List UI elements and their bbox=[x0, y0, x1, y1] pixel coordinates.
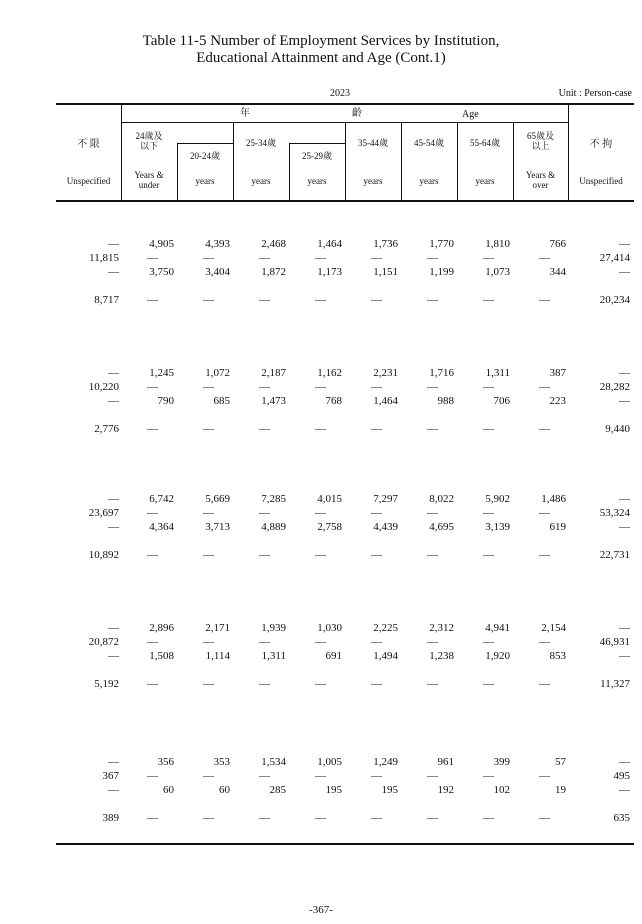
unit-label: Unit : Person-case bbox=[558, 88, 632, 99]
age-cell-dash: — bbox=[203, 294, 214, 306]
age-cell-dash: — bbox=[371, 423, 382, 435]
age-cell-value: 1,311 bbox=[485, 367, 510, 379]
age-cell-value: 1,508 bbox=[149, 650, 174, 662]
col-header-zh1: 25-34歲 bbox=[246, 138, 276, 148]
age-cell-dash: — bbox=[427, 770, 438, 782]
age-cell-value: 60 bbox=[163, 784, 174, 796]
age-cell-value: 853 bbox=[549, 650, 566, 662]
col-header-zh2: 以上 bbox=[531, 141, 550, 151]
col-header-zh1: 35-44歲 bbox=[358, 138, 388, 148]
age-cell-dash: — bbox=[427, 294, 438, 306]
age-cell-dash: — bbox=[203, 507, 214, 519]
left-unspecified-value: — bbox=[108, 784, 119, 796]
age-cell-value: 6,742 bbox=[149, 493, 174, 505]
age-cell-dash: — bbox=[483, 770, 494, 782]
right-unspecified-value: — bbox=[619, 756, 630, 768]
age-cell-value: 790 bbox=[157, 395, 174, 407]
left-unspecified-value: — bbox=[108, 395, 119, 407]
age-cell-dash: — bbox=[259, 770, 270, 782]
left-unspecified-value: 23,697 bbox=[88, 507, 119, 519]
age-cell-dash: — bbox=[147, 423, 158, 435]
age-cell-dash: — bbox=[147, 678, 158, 690]
age-cell-dash: — bbox=[539, 678, 550, 690]
age-cell-dash: — bbox=[427, 381, 438, 393]
age-cell-value: 5,669 bbox=[205, 493, 230, 505]
age-cell-dash: — bbox=[203, 770, 214, 782]
age-cell-value: 4,905 bbox=[149, 238, 174, 250]
right-unspecified-value: — bbox=[619, 367, 630, 379]
age-cell-dash: — bbox=[427, 252, 438, 264]
age-cell-value: 1,238 bbox=[429, 650, 454, 662]
unspecified-right-zh: 不 拘 bbox=[589, 139, 613, 150]
age-cell-dash: — bbox=[147, 770, 158, 782]
age-cell-value: 3,750 bbox=[149, 266, 174, 278]
age-cell-dash: — bbox=[483, 678, 494, 690]
age-cell-dash: — bbox=[259, 507, 270, 519]
age-cell-value: 195 bbox=[325, 784, 342, 796]
right-unspecified-value: — bbox=[619, 622, 630, 634]
age-cell-value: 1,030 bbox=[317, 622, 342, 634]
age-cell-value: 4,439 bbox=[373, 521, 398, 533]
age-cell-value: 1,311 bbox=[261, 650, 286, 662]
age-cell-value: 1,114 bbox=[205, 650, 230, 662]
age-cell-value: 3,139 bbox=[485, 521, 510, 533]
page-number: -367- bbox=[309, 904, 333, 916]
age-cell-dash: — bbox=[147, 636, 158, 648]
age-cell-value: 223 bbox=[549, 395, 566, 407]
age-cell-dash: — bbox=[259, 549, 270, 561]
left-unspecified-value: 389 bbox=[102, 812, 119, 824]
top-rule bbox=[56, 103, 634, 105]
age-cell-dash: — bbox=[483, 252, 494, 264]
age-cell-value: 356 bbox=[157, 756, 174, 768]
left-unspecified-value: 11,815 bbox=[89, 252, 119, 264]
right-unspecified-value: — bbox=[619, 238, 630, 250]
age-cell-value: 685 bbox=[213, 395, 230, 407]
table-bottom-rule bbox=[56, 843, 634, 845]
age-cell-dash: — bbox=[259, 678, 270, 690]
age-cell-dash: — bbox=[371, 507, 382, 519]
age-cell-dash: — bbox=[259, 294, 270, 306]
age-cell-dash: — bbox=[147, 294, 158, 306]
right-unspecified-value: 46,931 bbox=[599, 636, 630, 648]
age-cell-value: 766 bbox=[549, 238, 566, 250]
age-cell-dash: — bbox=[315, 770, 326, 782]
age-cell-value: 285 bbox=[269, 784, 286, 796]
age-cell-value: 1,151 bbox=[373, 266, 398, 278]
age-cell-value: 57 bbox=[555, 756, 566, 768]
age-cell-dash: — bbox=[315, 507, 326, 519]
header-divider bbox=[345, 122, 346, 201]
left-unspecified-value: 10,220 bbox=[88, 381, 119, 393]
header-divider bbox=[568, 105, 569, 201]
right-unspecified-value: — bbox=[619, 395, 630, 407]
age-cell-value: 2,225 bbox=[373, 622, 398, 634]
age-cell-value: 1,464 bbox=[317, 238, 342, 250]
right-unspecified-value: — bbox=[619, 266, 630, 278]
age-cell-dash: — bbox=[203, 636, 214, 648]
age-cell-dash: — bbox=[259, 423, 270, 435]
right-unspecified-value: 9,440 bbox=[605, 423, 630, 435]
left-unspecified-value: — bbox=[108, 367, 119, 379]
age-cell-value: 1,073 bbox=[485, 266, 510, 278]
age-cell-dash: — bbox=[427, 678, 438, 690]
age-cell-value: 4,393 bbox=[205, 238, 230, 250]
age-cell-value: 7,285 bbox=[261, 493, 286, 505]
age-cell-value: 7,297 bbox=[373, 493, 398, 505]
age-cell-dash: — bbox=[147, 381, 158, 393]
col-header-en1: years bbox=[307, 176, 327, 186]
age-cell-dash: — bbox=[203, 812, 214, 824]
age-cell-dash: — bbox=[427, 507, 438, 519]
right-unspecified-value: 22,731 bbox=[599, 549, 630, 561]
age-cell-dash: — bbox=[539, 294, 550, 306]
age-cell-dash: — bbox=[259, 381, 270, 393]
age-cell-dash: — bbox=[371, 678, 382, 690]
age-cell-dash: — bbox=[315, 381, 326, 393]
age-cell-dash: — bbox=[147, 549, 158, 561]
right-unspecified-value: 635 bbox=[613, 812, 630, 824]
age-cell-dash: — bbox=[371, 381, 382, 393]
age-cell-dash: — bbox=[259, 812, 270, 824]
age-cell-dash: — bbox=[539, 252, 550, 264]
age-cell-value: 691 bbox=[325, 650, 342, 662]
age-cell-value: 1,473 bbox=[261, 395, 286, 407]
unspecified-right-en: Unspecified bbox=[579, 176, 623, 186]
left-unspecified-value: 5,192 bbox=[94, 678, 119, 690]
sub-rule-20-24 bbox=[177, 143, 233, 144]
right-unspecified-value: 53,324 bbox=[599, 507, 630, 519]
age-cell-dash: — bbox=[483, 423, 494, 435]
age-cell-dash: — bbox=[539, 770, 550, 782]
age-cell-value: 4,364 bbox=[149, 521, 174, 533]
age-cell-value: 1,173 bbox=[317, 266, 342, 278]
age-cell-dash: — bbox=[483, 636, 494, 648]
age-cell-dash: — bbox=[315, 549, 326, 561]
age-cell-value: 1,810 bbox=[485, 238, 510, 250]
age-cell-value: 1,486 bbox=[541, 493, 566, 505]
age-cell-dash: — bbox=[539, 381, 550, 393]
age-cell-value: 4,015 bbox=[317, 493, 342, 505]
age-cell-dash: — bbox=[259, 636, 270, 648]
age-cell-value: 2,171 bbox=[205, 622, 230, 634]
col-header-en2: under bbox=[138, 180, 160, 190]
age-cell-dash: — bbox=[315, 252, 326, 264]
age-cell-value: 1,005 bbox=[317, 756, 342, 768]
age-cell-dash: — bbox=[539, 812, 550, 824]
age-cell-dash: — bbox=[427, 549, 438, 561]
col-header-en1: Years & bbox=[134, 170, 164, 180]
col-header-zh1: 24歲及 bbox=[135, 131, 163, 141]
table-title-line1: Table 11-5 Number of Employment Services by Institution, bbox=[142, 33, 500, 49]
age-cell-value: 1,072 bbox=[205, 367, 230, 379]
age-cell-value: 1,716 bbox=[429, 367, 454, 379]
age-cell-value: 1,770 bbox=[429, 238, 454, 250]
age-cell-value: 4,889 bbox=[261, 521, 286, 533]
age-cell-value: 1,872 bbox=[261, 266, 286, 278]
col-header-en1: years bbox=[195, 176, 215, 186]
age-cell-value: 1,534 bbox=[261, 756, 286, 768]
header-divider bbox=[457, 122, 458, 201]
left-unspecified-value: — bbox=[108, 266, 119, 278]
right-unspecified-value: — bbox=[619, 784, 630, 796]
age-cell-value: 619 bbox=[549, 521, 566, 533]
age-cell-dash: — bbox=[483, 549, 494, 561]
age-cell-dash: — bbox=[203, 549, 214, 561]
age-cell-value: 1,245 bbox=[149, 367, 174, 379]
left-unspecified-value: — bbox=[108, 238, 119, 250]
age-cell-value: 1,249 bbox=[373, 756, 398, 768]
age-cell-dash: — bbox=[203, 678, 214, 690]
age-cell-dash: — bbox=[427, 812, 438, 824]
age-cell-value: 2,312 bbox=[429, 622, 454, 634]
age-cell-value: 3,404 bbox=[205, 266, 230, 278]
age-cell-value: 1,494 bbox=[373, 650, 398, 662]
col-header-en1: years bbox=[475, 176, 495, 186]
age-cell-dash: — bbox=[203, 252, 214, 264]
sub-rule-25-29 bbox=[289, 143, 345, 144]
right-unspecified-value: 11,327 bbox=[600, 678, 630, 690]
col-header-en1: years bbox=[363, 176, 383, 186]
age-zh-2: 齡 bbox=[352, 108, 362, 119]
age-cell-value: 2,154 bbox=[541, 622, 566, 634]
col-header-en1: years bbox=[251, 176, 271, 186]
right-unspecified-value: 495 bbox=[613, 770, 630, 782]
age-cell-value: 2,468 bbox=[261, 238, 286, 250]
col-header-en2: over bbox=[532, 180, 549, 190]
age-cell-value: 2,896 bbox=[149, 622, 174, 634]
age-cell-value: 3,713 bbox=[205, 521, 230, 533]
table-title-line2: Educational Attainment and Age (Cont.1) bbox=[196, 50, 446, 66]
age-cell-dash: — bbox=[147, 252, 158, 264]
age-cell-value: 5,902 bbox=[485, 493, 510, 505]
age-cell-dash: — bbox=[371, 636, 382, 648]
col-header-zh1: 45-54歲 bbox=[414, 138, 444, 148]
left-unspecified-value: — bbox=[108, 756, 119, 768]
age-cell-dash: — bbox=[483, 507, 494, 519]
col-header-zh1: 55-64歲 bbox=[470, 138, 500, 148]
age-cell-dash: — bbox=[371, 812, 382, 824]
age-cell-dash: — bbox=[483, 812, 494, 824]
age-zh-1: 年 bbox=[240, 108, 250, 119]
age-cell-value: 102 bbox=[493, 784, 510, 796]
left-unspecified-value: 2,776 bbox=[94, 423, 119, 435]
right-unspecified-value: — bbox=[619, 493, 630, 505]
age-cell-dash: — bbox=[371, 770, 382, 782]
age-cell-dash: — bbox=[539, 549, 550, 561]
left-unspecified-value: 367 bbox=[102, 770, 119, 782]
age-cell-value: 768 bbox=[325, 395, 342, 407]
age-cell-dash: — bbox=[539, 636, 550, 648]
age-cell-value: 344 bbox=[549, 266, 566, 278]
age-cell-value: 1,736 bbox=[373, 238, 398, 250]
left-unspecified-value: — bbox=[108, 521, 119, 533]
left-unspecified-value: 10,892 bbox=[88, 549, 119, 561]
age-cell-dash: — bbox=[203, 423, 214, 435]
age-cell-value: 2,758 bbox=[317, 521, 342, 533]
age-cell-value: 1,939 bbox=[261, 622, 286, 634]
age-cell-value: 4,695 bbox=[429, 521, 454, 533]
age-cell-dash: — bbox=[315, 423, 326, 435]
age-cell-dash: — bbox=[539, 507, 550, 519]
year-label: 2023 bbox=[330, 88, 350, 99]
age-cell-dash: — bbox=[203, 381, 214, 393]
age-cell-dash: — bbox=[371, 549, 382, 561]
right-unspecified-value: — bbox=[619, 521, 630, 533]
col-header-zh2: 以下 bbox=[139, 141, 158, 151]
age-cell-dash: — bbox=[147, 507, 158, 519]
age-cell-dash: — bbox=[483, 381, 494, 393]
age-cell-value: 60 bbox=[219, 784, 230, 796]
age-cell-value: 399 bbox=[493, 756, 510, 768]
left-unspecified-value: — bbox=[108, 622, 119, 634]
age-cell-value: 2,187 bbox=[261, 367, 286, 379]
header-divider bbox=[233, 122, 234, 201]
age-cell-value: 353 bbox=[213, 756, 230, 768]
age-cell-value: 706 bbox=[493, 395, 510, 407]
age-cell-value: 192 bbox=[437, 784, 454, 796]
age-cell-value: 961 bbox=[437, 756, 454, 768]
age-cell-dash: — bbox=[259, 252, 270, 264]
age-cell-dash: — bbox=[147, 812, 158, 824]
age-cell-dash: — bbox=[371, 252, 382, 264]
right-unspecified-value: 28,282 bbox=[599, 381, 630, 393]
age-cell-dash: — bbox=[483, 294, 494, 306]
age-en: Age bbox=[462, 109, 479, 120]
age-cell-dash: — bbox=[427, 636, 438, 648]
age-cell-dash: — bbox=[315, 294, 326, 306]
age-cell-value: 1,464 bbox=[373, 395, 398, 407]
left-unspecified-value: — bbox=[108, 650, 119, 662]
age-cell-value: 1,199 bbox=[429, 266, 454, 278]
age-cell-value: 1,162 bbox=[317, 367, 342, 379]
age-cell-value: 4,941 bbox=[485, 622, 510, 634]
col-header-zh1: 20-24歲 bbox=[190, 151, 220, 161]
age-cell-value: 2,231 bbox=[373, 367, 398, 379]
age-cell-value: 8,022 bbox=[429, 493, 454, 505]
left-unspecified-value: 8,717 bbox=[94, 294, 119, 306]
right-unspecified-value: 20,234 bbox=[599, 294, 630, 306]
age-cell-value: 19 bbox=[555, 784, 566, 796]
age-cell-value: 387 bbox=[549, 367, 566, 379]
header-divider bbox=[401, 122, 402, 201]
unspecified-left-en: Unspecified bbox=[66, 176, 111, 186]
right-unspecified-value: — bbox=[619, 650, 630, 662]
age-cell-dash: — bbox=[315, 812, 326, 824]
col-header-en1: years bbox=[419, 176, 439, 186]
age-cell-value: 988 bbox=[437, 395, 454, 407]
age-cell-value: 1,920 bbox=[485, 650, 510, 662]
age-cell-dash: — bbox=[315, 636, 326, 648]
col-header-zh1: 65歲及 bbox=[526, 131, 554, 141]
age-cell-dash: — bbox=[371, 294, 382, 306]
right-unspecified-value: 27,414 bbox=[599, 252, 630, 264]
col-header-en1: Years & bbox=[525, 170, 556, 180]
age-cell-dash: — bbox=[427, 423, 438, 435]
col-header-zh1: 25-29歲 bbox=[302, 151, 332, 161]
age-cell-dash: — bbox=[539, 423, 550, 435]
unspecified-left-zh: 不 限 bbox=[77, 139, 100, 150]
left-unspecified-value: 20,872 bbox=[88, 636, 119, 648]
age-cell-value: 195 bbox=[381, 784, 398, 796]
left-unspecified-value: — bbox=[108, 493, 119, 505]
age-cell-dash: — bbox=[315, 678, 326, 690]
